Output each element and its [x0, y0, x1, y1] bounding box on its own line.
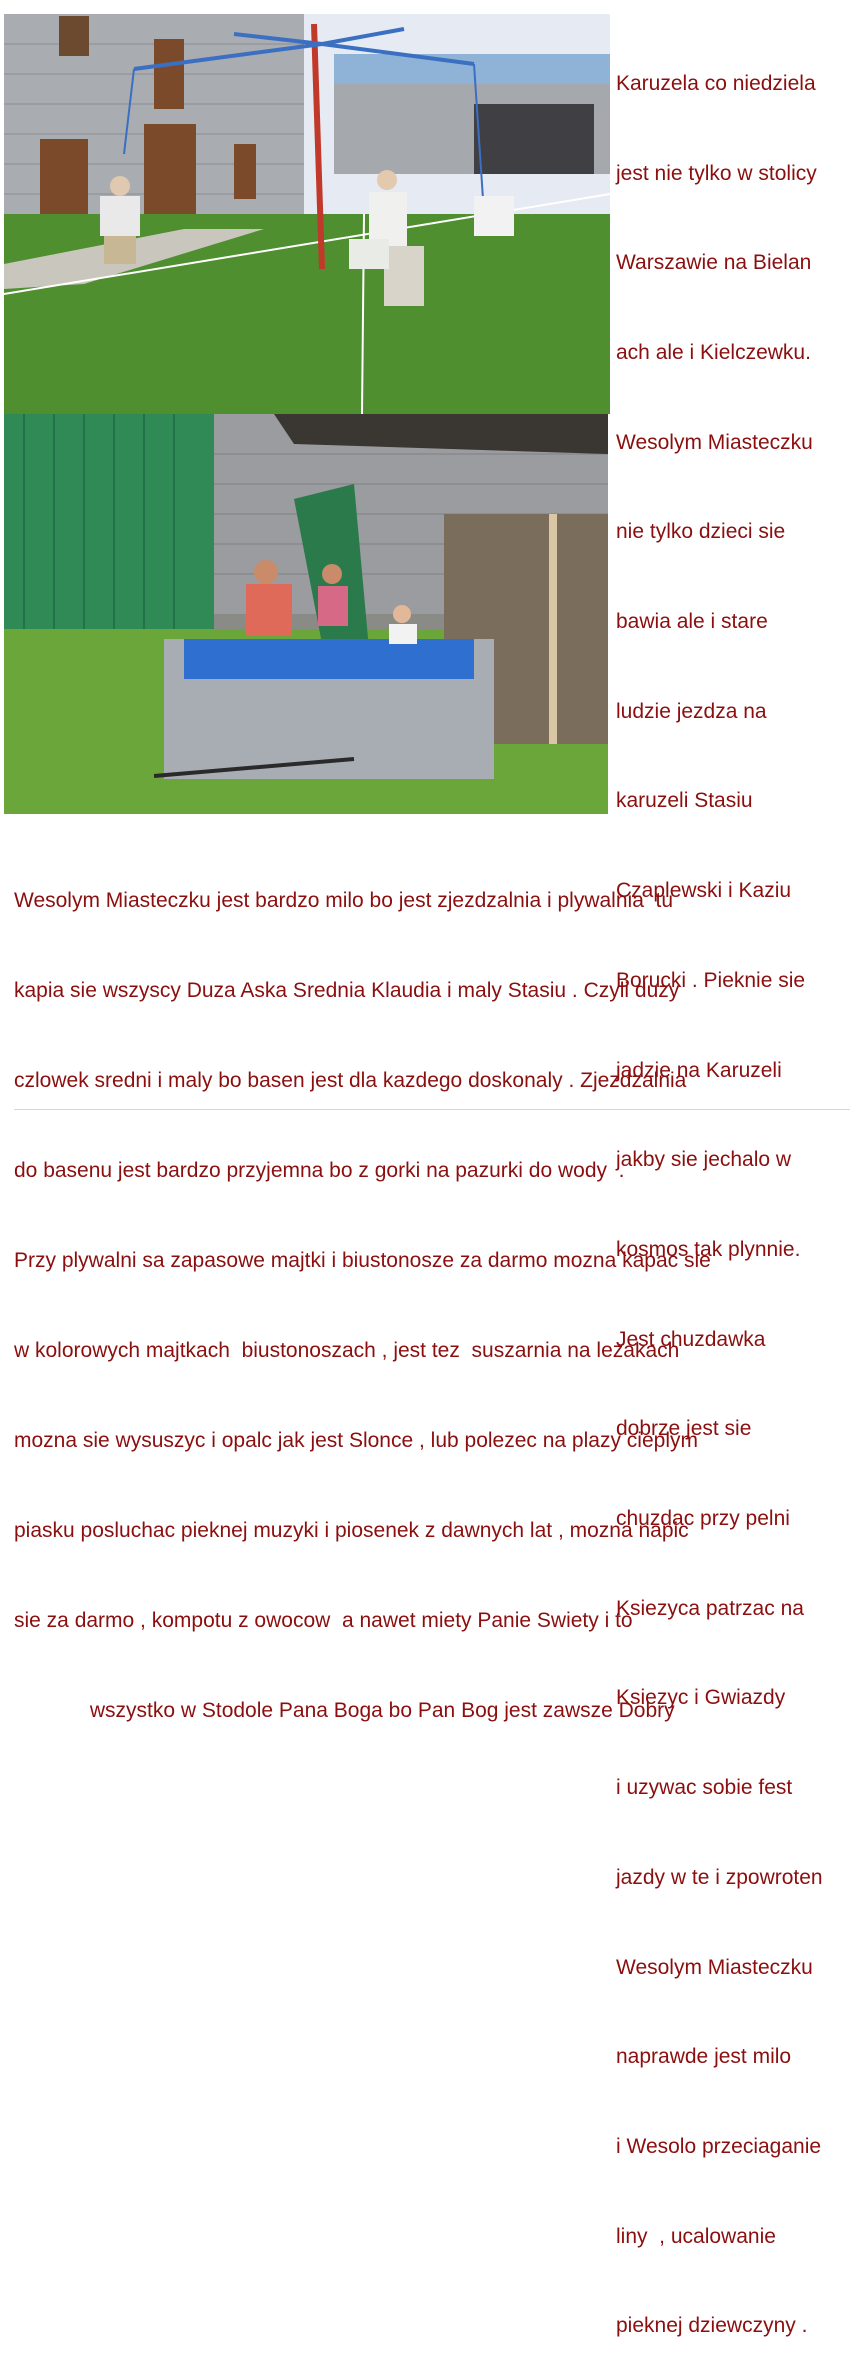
carousel-photo: [4, 14, 610, 414]
side-line: nie tylko dzieci sie: [616, 520, 786, 544]
side-line: ludzie jezdza na: [616, 699, 767, 723]
side-line: i Wesolo przeciaganie: [616, 2134, 822, 2158]
bottom-paragraph: [14, 826, 850, 1756]
side-line: Ksiezyca patrzac na: [616, 1596, 804, 1620]
side-line: Ksiezyc i Gwiazdy: [616, 1686, 786, 1710]
side-line: Czaplewski i Kaziu: [616, 879, 792, 903]
bottom-line: Wesolym Miasteczku jest bardzo milo bo jest zjezdzalnia i plywalnia tu: [14, 889, 674, 912]
side-line: Wesolym Miasteczku: [616, 430, 813, 454]
side-line: Wesolym Miasteczku: [616, 1955, 813, 1979]
bottom-line: sie za darmo , kompotu z owocow a nawet miety Panie Swiety i to: [14, 1609, 633, 1632]
bottom-line: Przy plywalni sa zapasowe majtki i biustonosze za darmo mozna kapac sie: [14, 1249, 711, 1272]
side-line: Warszawie na Bielan: [616, 251, 812, 275]
side-line: liny , ucalowanie: [616, 2224, 776, 2248]
side-line: jazdy w te i zpowroten: [616, 1865, 823, 1889]
bottom-line: kapia sie wszyscy Duza Aska Srednia Klaudia i maly Stasiu . Czyli duzy: [14, 979, 680, 1002]
bottom-line: w kolorowych majtkach biustonoszach , jest tez suszarnia na lezakach: [14, 1339, 680, 1362]
bottom-line: czlowek sredni i maly bo basen jest dla kazdego doskonaly . Zjezdzalnia: [14, 1069, 687, 1092]
side-line: kosmos tak plynnie.: [616, 1237, 801, 1261]
bottom-line: mozna sie wysuszyc i opalc jak jest Slonce , lub polezec na plazy cieplym: [14, 1429, 698, 1452]
side-line: jakby sie jechalo w: [616, 1148, 792, 1172]
bottom-divider: [14, 1109, 850, 1110]
pool-photo: [4, 414, 608, 814]
side-line: ach ale i Kielczewku.: [616, 340, 811, 364]
side-line: i uzywac sobie fest: [616, 1776, 793, 1800]
side-line: bawia ale i stare: [616, 610, 768, 634]
side-line: karuzeli Stasiu: [616, 789, 753, 813]
side-line: pieknej dziewczyny .: [616, 2314, 808, 2338]
side-line: chuzdac przy pelni: [616, 1507, 790, 1531]
side-line: Borucki . Pieknie sie: [616, 968, 806, 992]
side-line: jest nie tylko w stolicy: [616, 161, 817, 185]
side-line: jadzie na Karuzeli: [616, 1058, 782, 1082]
side-line: naprawde jest milo: [616, 2045, 792, 2069]
bottom-line: wszystko w Stodole Pana Boga bo Pan Bog jest zawsze Dobry: [14, 1699, 675, 1722]
side-line: Karuzela co niedziela: [616, 71, 816, 95]
bottom-line: do basenu jest bardzo przyjemna bo z gorki na pazurki do wody .: [14, 1159, 625, 1182]
side-line: dobrze jest sie: [616, 1417, 752, 1441]
bottom-line: piasku posluchac pieknej muzyki i piosenek z dawnych lat , mozna napic: [14, 1519, 689, 1542]
side-line: Jest chuzdawka: [616, 1327, 766, 1351]
